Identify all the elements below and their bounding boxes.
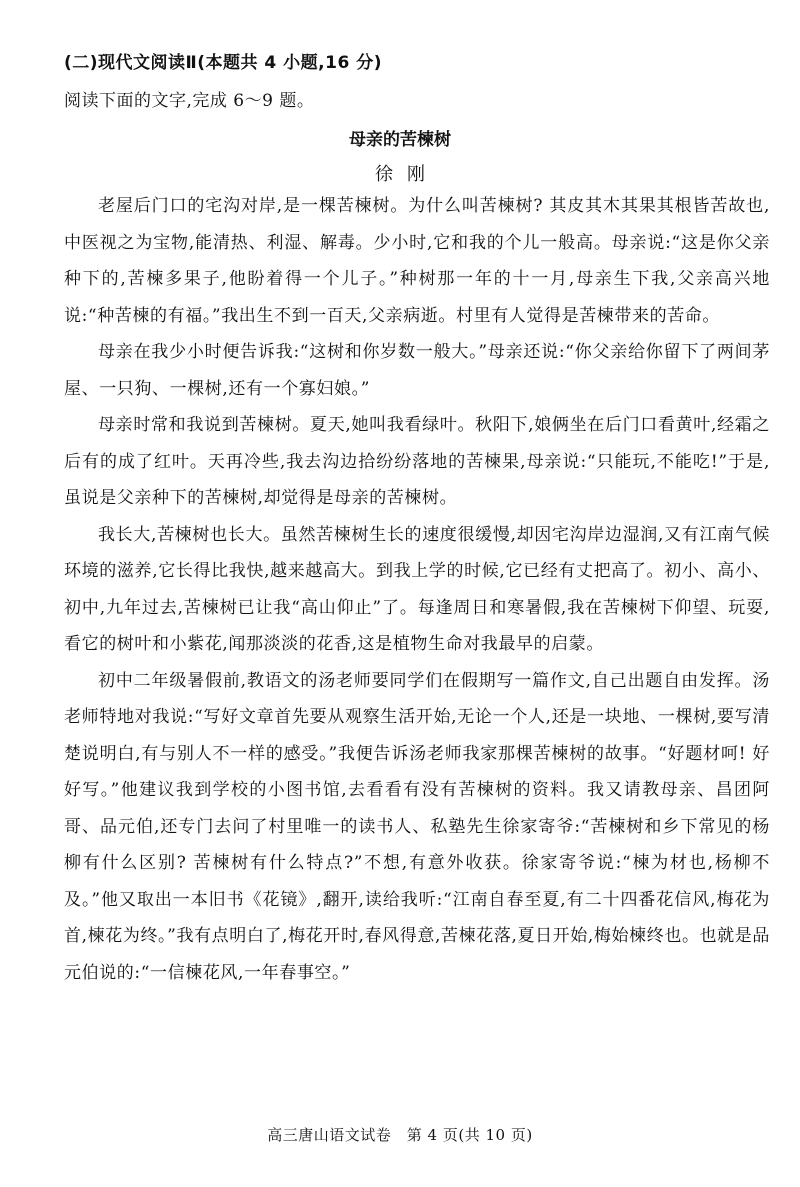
paragraph: 我长大,苦楝树也长大。虽然苦楝树生长的速度很缓慢,却因宅沟岸边湿润,又有江南气候环境的滋养,它长得比我快,越来越高大。到我上学的时候,它已经有丈把高了。初小、高小、初中,九年过去,苦楝树已让我“高山仰止”了。每逢周日和寒暑假,我在苦楝树下仰望、玩耍,看它的树叶和小紫花,闻那淡淡的花香,这是植物生命对我最早的启蒙。 [64, 524, 770, 654]
article-body [64, 188, 770, 991]
paragraph: 母亲时常和我说到苦楝树。夏天,她叫我看绿叶。秋阳下,娘俩坐在后门口看黄叶,经霜之后有的成了红叶。天再冷些,我去沟边拾纷纷落地的苦楝果,母亲说:“只能玩,不能吃!”于是,虽说是父亲种下的苦楝树,却觉得是母亲的苦楝树。 [64, 415, 770, 508]
article-title: 母亲的苦楝树 [349, 130, 451, 150]
paragraph: 初中二年级暑假前,教语文的汤老师要同学们在假期写一篇作文,自己出题自由发挥。汤老师特地对我说:“写好文章首先要从观察生活开始,无论一个人,还是一块地、一棵树,要写清楚说明白,有与别人不一样的感受。”我便告诉汤老师我家那棵苦楝树的故事。“好题材呵! 好好写。”他建议我到学校的小图书馆,去看看有没有苦楝树的资料。我又请教母亲、昌团阿哥、品元伯,还专门去问了村里唯一的读书人、私塾先生徐家寄爷:“苦楝树和乡下常见的杨柳有什么区别? 苦楝树有什么特点?”不想,有意外收获。徐家寄爷说:“楝为材也,杨柳不及。”他又取出一本旧书《花镜》,翻开,读给我听:“江南自春至夏,有二十四番花信风,梅花为首,楝花为终。”我有点明白了,梅花开时,春风得意,苦楝花落,夏日开始,梅始楝终也。也就是品元伯说的:“一信楝花风,一年春事空。” [64, 670, 770, 983]
paragraph: 老屋后门口的宅沟对岸,是一棵苦楝树。为什么叫苦楝树? 其皮其木其果其根皆苦故也,中医视之为宝物,能清热、利湿、解毒。少小时,它和我的个儿一般高。母亲说:“这是你父亲种下的,苦楝多果子,他盼着得一个儿子。”种树那一年的十一月,母亲生下我,父亲高兴地说:“种苦楝的有福。”我出生不到一百天,父亲病逝。村里有人觉得是苦楝带来的苦命。 [64, 196, 770, 326]
section-header: (二)现代文阅读Ⅱ(本题共 4 小题,16 分) [64, 53, 382, 73]
page-footer: 高三唐山语文试卷 第 4 页(共 10 页) [267, 1126, 533, 1144]
paragraph: 母亲在我少小时便告诉我:“这树和你岁数一般大。”母亲还说:“你父亲给你留下了两间茅屋、一只狗、一棵树,还有一个寡妇娘。” [64, 342, 770, 399]
reading-instruction: 阅读下面的文字,完成 6～9 题。 [64, 91, 315, 111]
article-author: 徐刚 [375, 164, 439, 185]
